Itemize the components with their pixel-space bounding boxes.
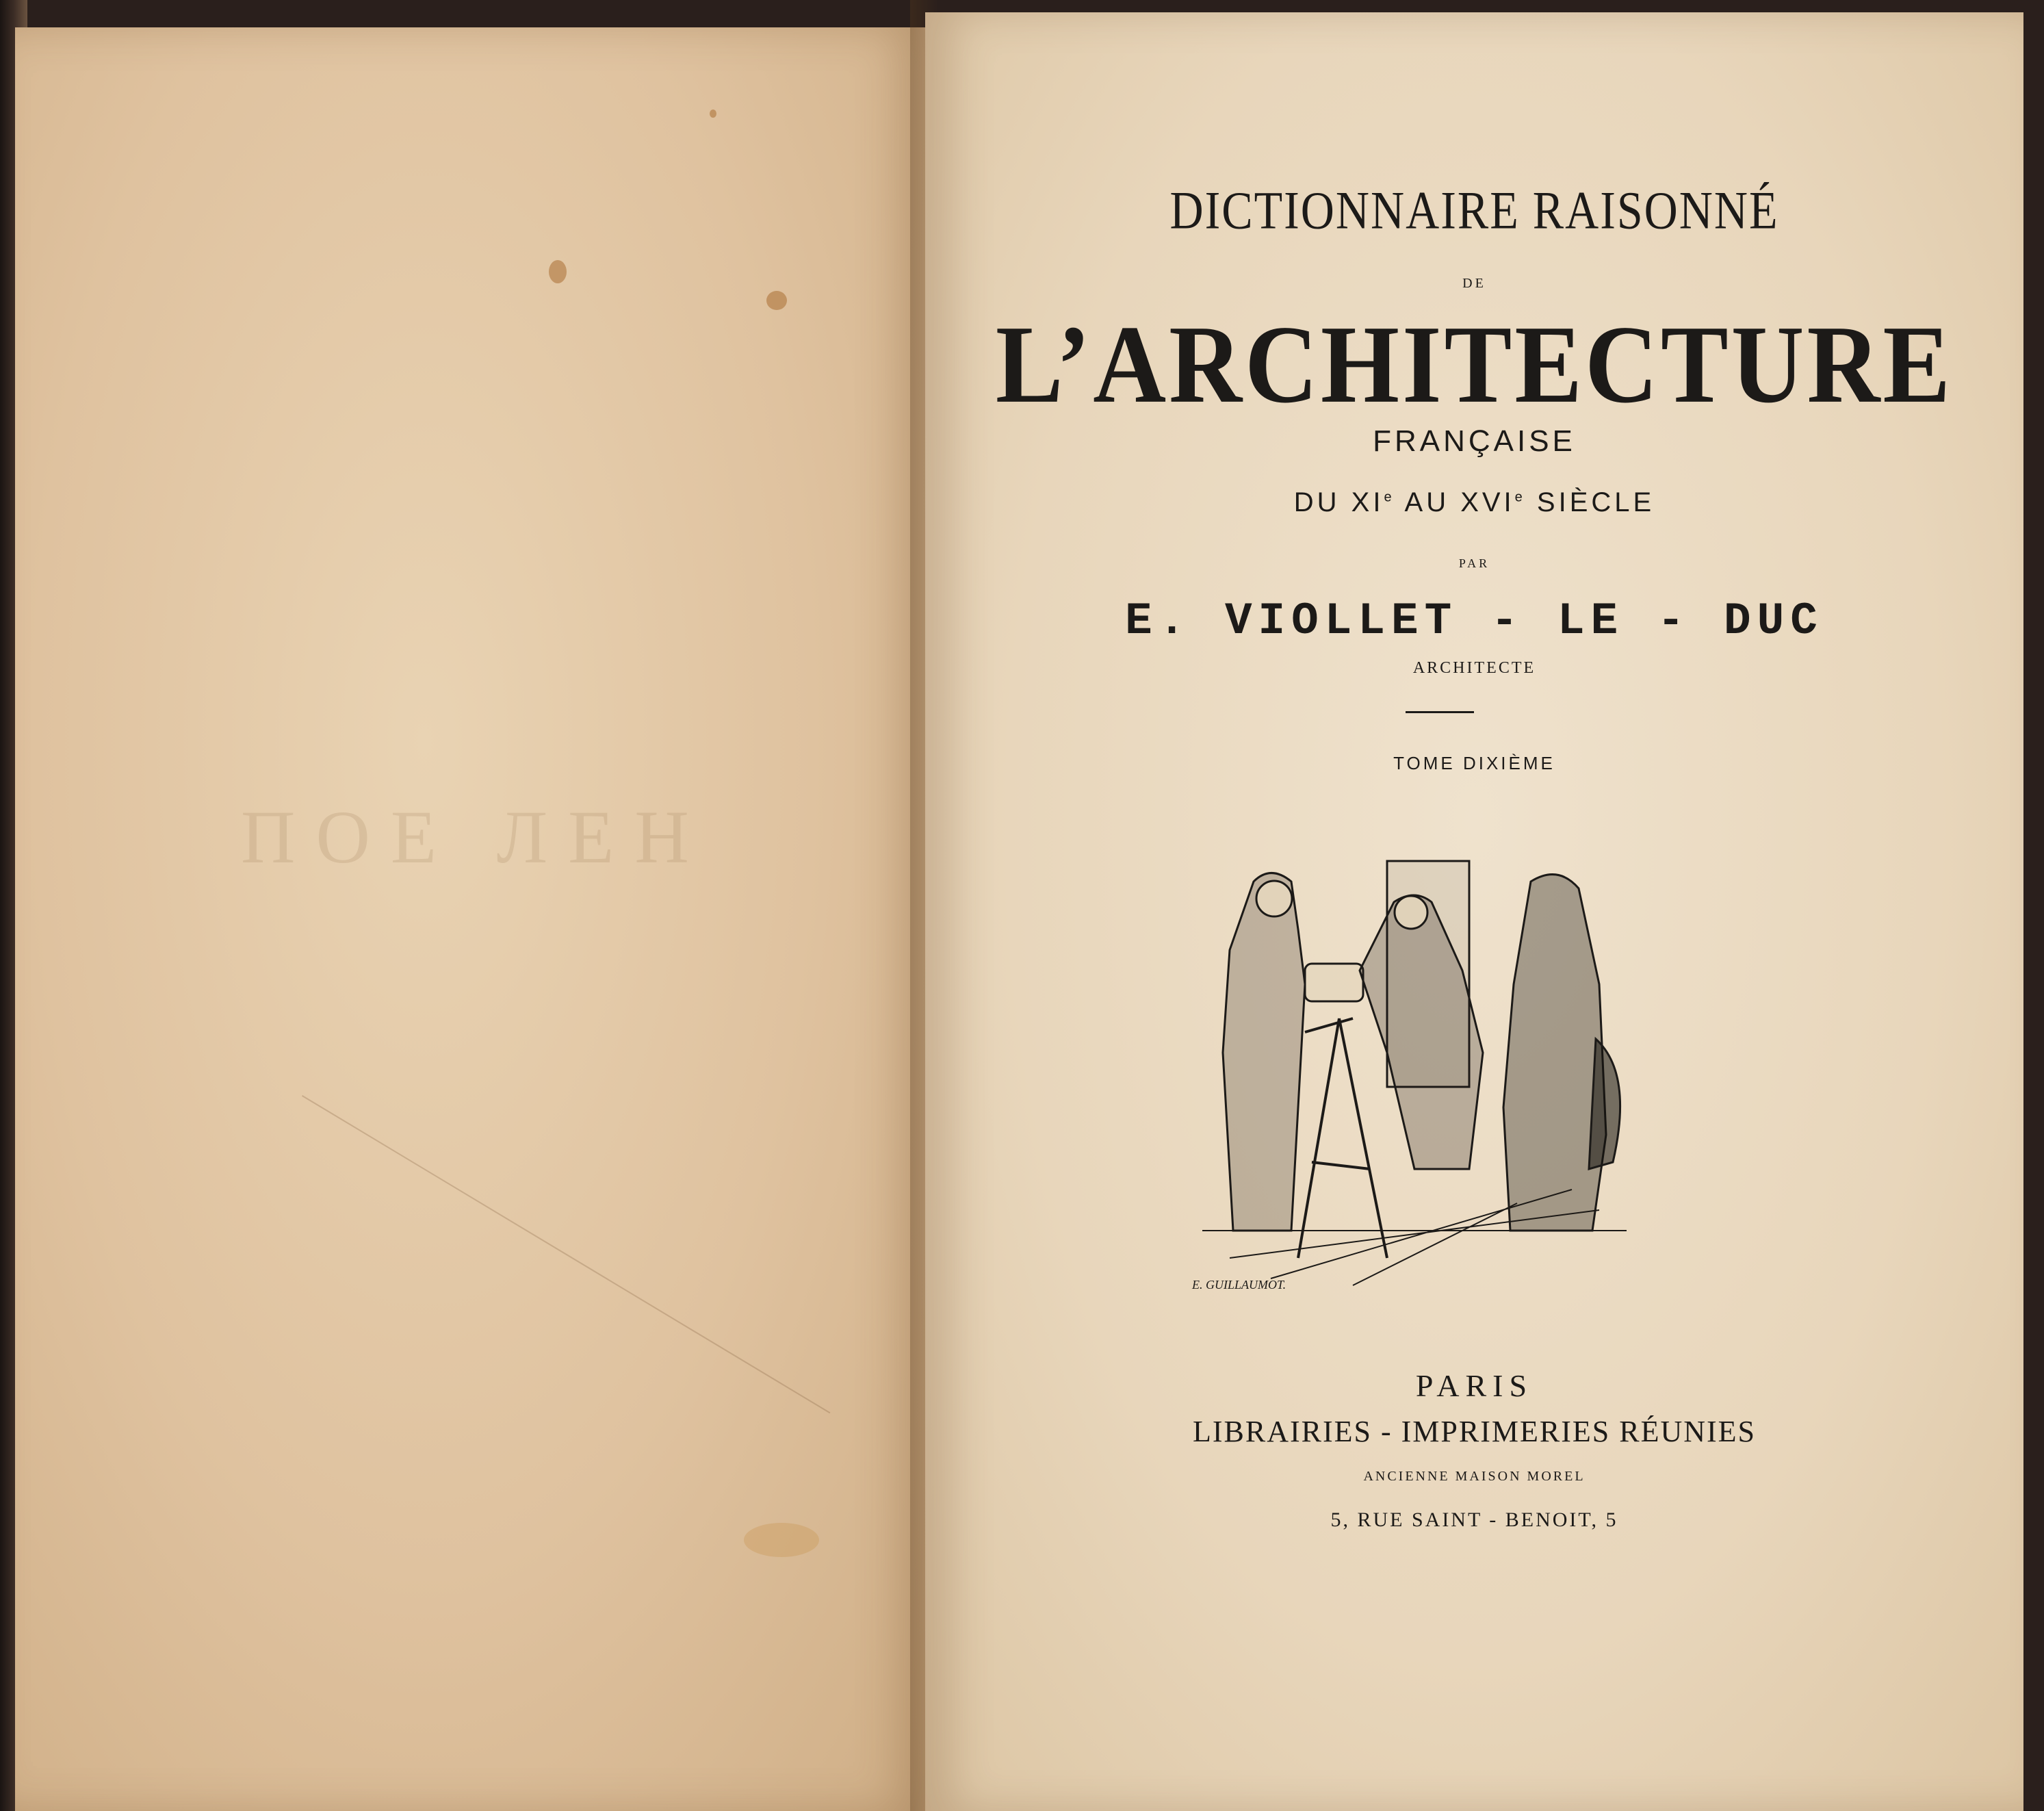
century-superscript: e [1514,489,1526,505]
compass-shape [1298,1018,1387,1258]
scroll-shape [1305,964,1363,1001]
foxing-spot [549,260,567,283]
century-range [925,487,2023,518]
title-connector-de: DE [1462,276,1486,291]
foxing-spot [710,110,716,118]
publisher-address: 5, RUE SAINT - BENOIT, 5 [1330,1508,1618,1531]
author-name: E. VIOLLET - LE - DUC [1125,595,1824,647]
title-page [925,12,2023,1811]
volume-label: TOME DIXIÈME [1393,753,1555,773]
author-title: ARCHITECTE [1412,659,1536,677]
divider-rule [1406,711,1474,713]
foxing-spot [744,1523,819,1557]
left-blank-page [15,27,925,1811]
century-suffix: SIÈCLE [1525,487,1655,517]
builder-arm-shape [1305,1018,1353,1032]
title-line-dictionnaire: DICTIONNAIRE RAISONNÉ [1169,180,1779,240]
foxing-spot [766,291,787,310]
engraver-signature: E. GUILLAUMOT. [1192,1278,1286,1292]
show-through-text: ПОЕ ЛЕН [241,795,710,879]
imprint-city: PARIS [1415,1368,1534,1403]
hooded-figure-shape [1503,875,1606,1231]
century-superscript: e [1384,489,1395,505]
century-middle: AU XVI [1395,487,1515,517]
paper-crease [302,1095,830,1413]
main-title: L’ARCHITECTURE [995,303,1954,427]
by-line-par: PAR [1458,556,1490,570]
builder-head-shape [1395,896,1427,929]
monk-figure-shape [1223,873,1305,1231]
subtitle-francaise: FRANÇAISE [1373,424,1576,458]
publisher-note: ANCIENNE MAISON MOREL [1363,1469,1586,1484]
engraving-vignette [1189,847,1644,1299]
century-prefix: DU XI [1293,487,1384,517]
monk-head-shape [1256,881,1292,916]
publisher-name: LIBRAIRIES - IMPRIMERIES RÉUNIES [1192,1415,1757,1448]
